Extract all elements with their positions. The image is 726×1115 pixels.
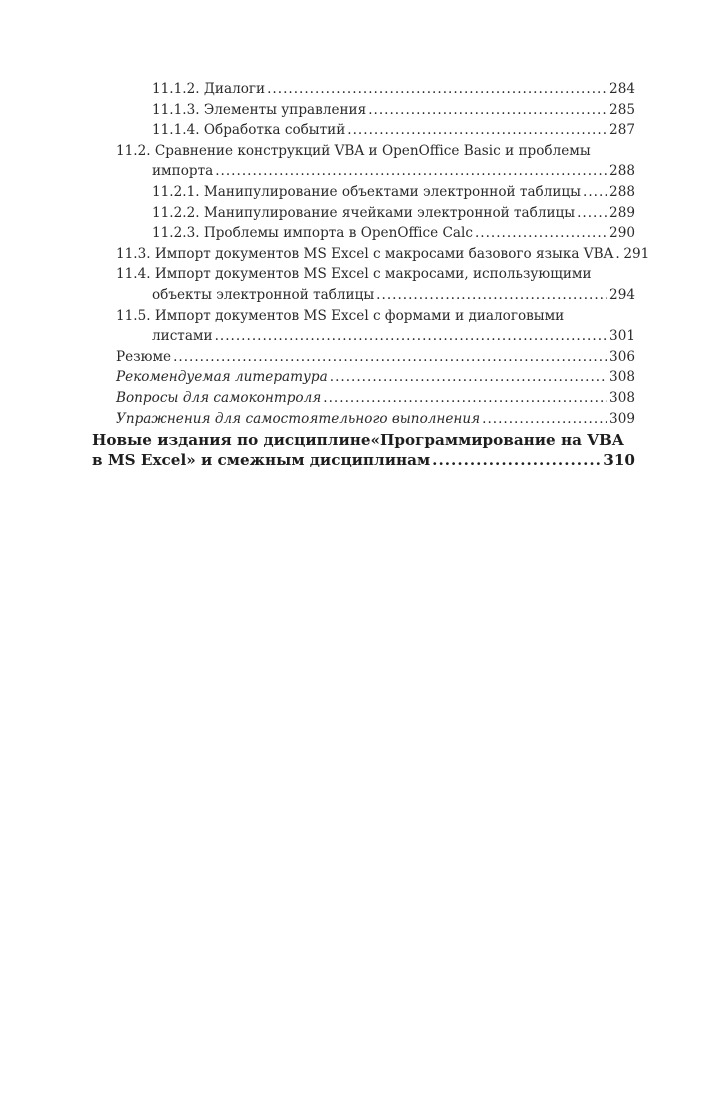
toc-entry-title-line1: Новые издания по дисциплине«Программирование на VBA: [92, 431, 624, 450]
toc-entry-title: 11.2.1. Манипулирование объектами электронной таблицы: [152, 183, 581, 200]
toc-entry-title-line1: 11.2. Сравнение конструкций VBA и OpenOffice Basic и проблемы: [116, 142, 591, 159]
toc-entry-title-line1: 11.5. Импорт документов MS Excel с формами и диалоговыми: [116, 307, 565, 324]
toc-page-number: 284: [609, 81, 635, 97]
toc-page-number: 310: [603, 451, 635, 470]
leader-dots: [577, 203, 607, 224]
leader-dots: [215, 326, 607, 347]
table-of-contents: [92, 79, 650, 470]
toc-page-number: 285: [609, 101, 635, 118]
toc-page-number: 288: [609, 163, 635, 180]
toc-entry-title: 11.2.2. Манипулирование ячейками электронной таблицы: [152, 204, 576, 221]
leader-dots: [330, 367, 607, 388]
toc-entry[interactable]: [92, 367, 635, 388]
toc-entry[interactable]: [92, 264, 635, 305]
toc-entry-title: 11.3. Импорт документов MS Excel с макросами базового языка VBA: [116, 245, 614, 262]
leader-dots: [432, 450, 601, 470]
toc-page-number: 288: [609, 183, 635, 200]
toc-page-number: 308: [609, 389, 635, 406]
toc-page-number: 294: [609, 286, 635, 303]
leader-dots: [482, 409, 607, 430]
toc-entry-title-line1: 11.4. Импорт документов MS Excel с макросами, использующими: [116, 266, 592, 283]
toc-entry[interactable]: [92, 388, 635, 409]
toc-entry[interactable]: [92, 120, 635, 141]
toc-page-number: 309: [609, 410, 635, 427]
toc-entry-title: 11.1.3. Элементы управления: [152, 101, 367, 118]
toc-entry[interactable]: [92, 79, 635, 100]
toc-entry[interactable]: [92, 244, 650, 265]
toc-entry-title: Резюме: [116, 348, 172, 365]
toc-entry[interactable]: [92, 430, 635, 470]
toc-page-number: 289: [609, 204, 635, 221]
toc-page-number: 287: [609, 122, 635, 139]
toc-entry-title: 11.1.4. Обработка событий: [152, 122, 346, 139]
toc-entry-title: 11.1.2. Диалоги: [152, 81, 266, 97]
toc-page-number: 291: [623, 245, 650, 262]
leader-dots: [267, 79, 607, 100]
toc-entry-title: Упражнения для самостоятельного выполнения: [116, 410, 481, 427]
leader-dots: [615, 244, 621, 265]
toc-entry[interactable]: [92, 409, 635, 430]
toc-page-number: 301: [609, 328, 635, 345]
toc-entry[interactable]: [92, 306, 635, 347]
toc-entry-title-line2: объекты электронной таблицы: [152, 286, 375, 303]
leader-dots: [368, 100, 607, 121]
toc-entry-title-line2: импорта: [152, 163, 214, 180]
leader-dots: [376, 285, 607, 306]
toc-entry-title: 11.2.3. Проблемы импорта в OpenOffice Calc: [152, 225, 473, 242]
leader-dots: [215, 161, 607, 182]
toc-entry-title-line2: листами: [152, 328, 213, 345]
leader-dots: [173, 347, 607, 368]
leader-dots: [347, 120, 607, 141]
toc-page-number: 290: [609, 225, 635, 242]
leader-dots: [475, 223, 607, 244]
leader-dots: [583, 182, 607, 203]
toc-page-number: 308: [609, 369, 635, 386]
toc-entry[interactable]: [92, 100, 635, 121]
toc-entry[interactable]: [92, 182, 635, 203]
toc-entry-title: Вопросы для самоконтроля: [116, 389, 322, 406]
toc-entry[interactable]: [92, 223, 635, 244]
toc-entry[interactable]: [92, 203, 635, 224]
leader-dots: [323, 388, 607, 409]
toc-entry[interactable]: [92, 141, 635, 182]
toc-entry[interactable]: [92, 347, 635, 368]
toc-entry-title: Рекомендуемая литература: [116, 369, 328, 386]
toc-entry-title-line2: в MS Excel» и смежным дисциплинам: [92, 451, 431, 470]
toc-page-number: 306: [609, 348, 635, 365]
